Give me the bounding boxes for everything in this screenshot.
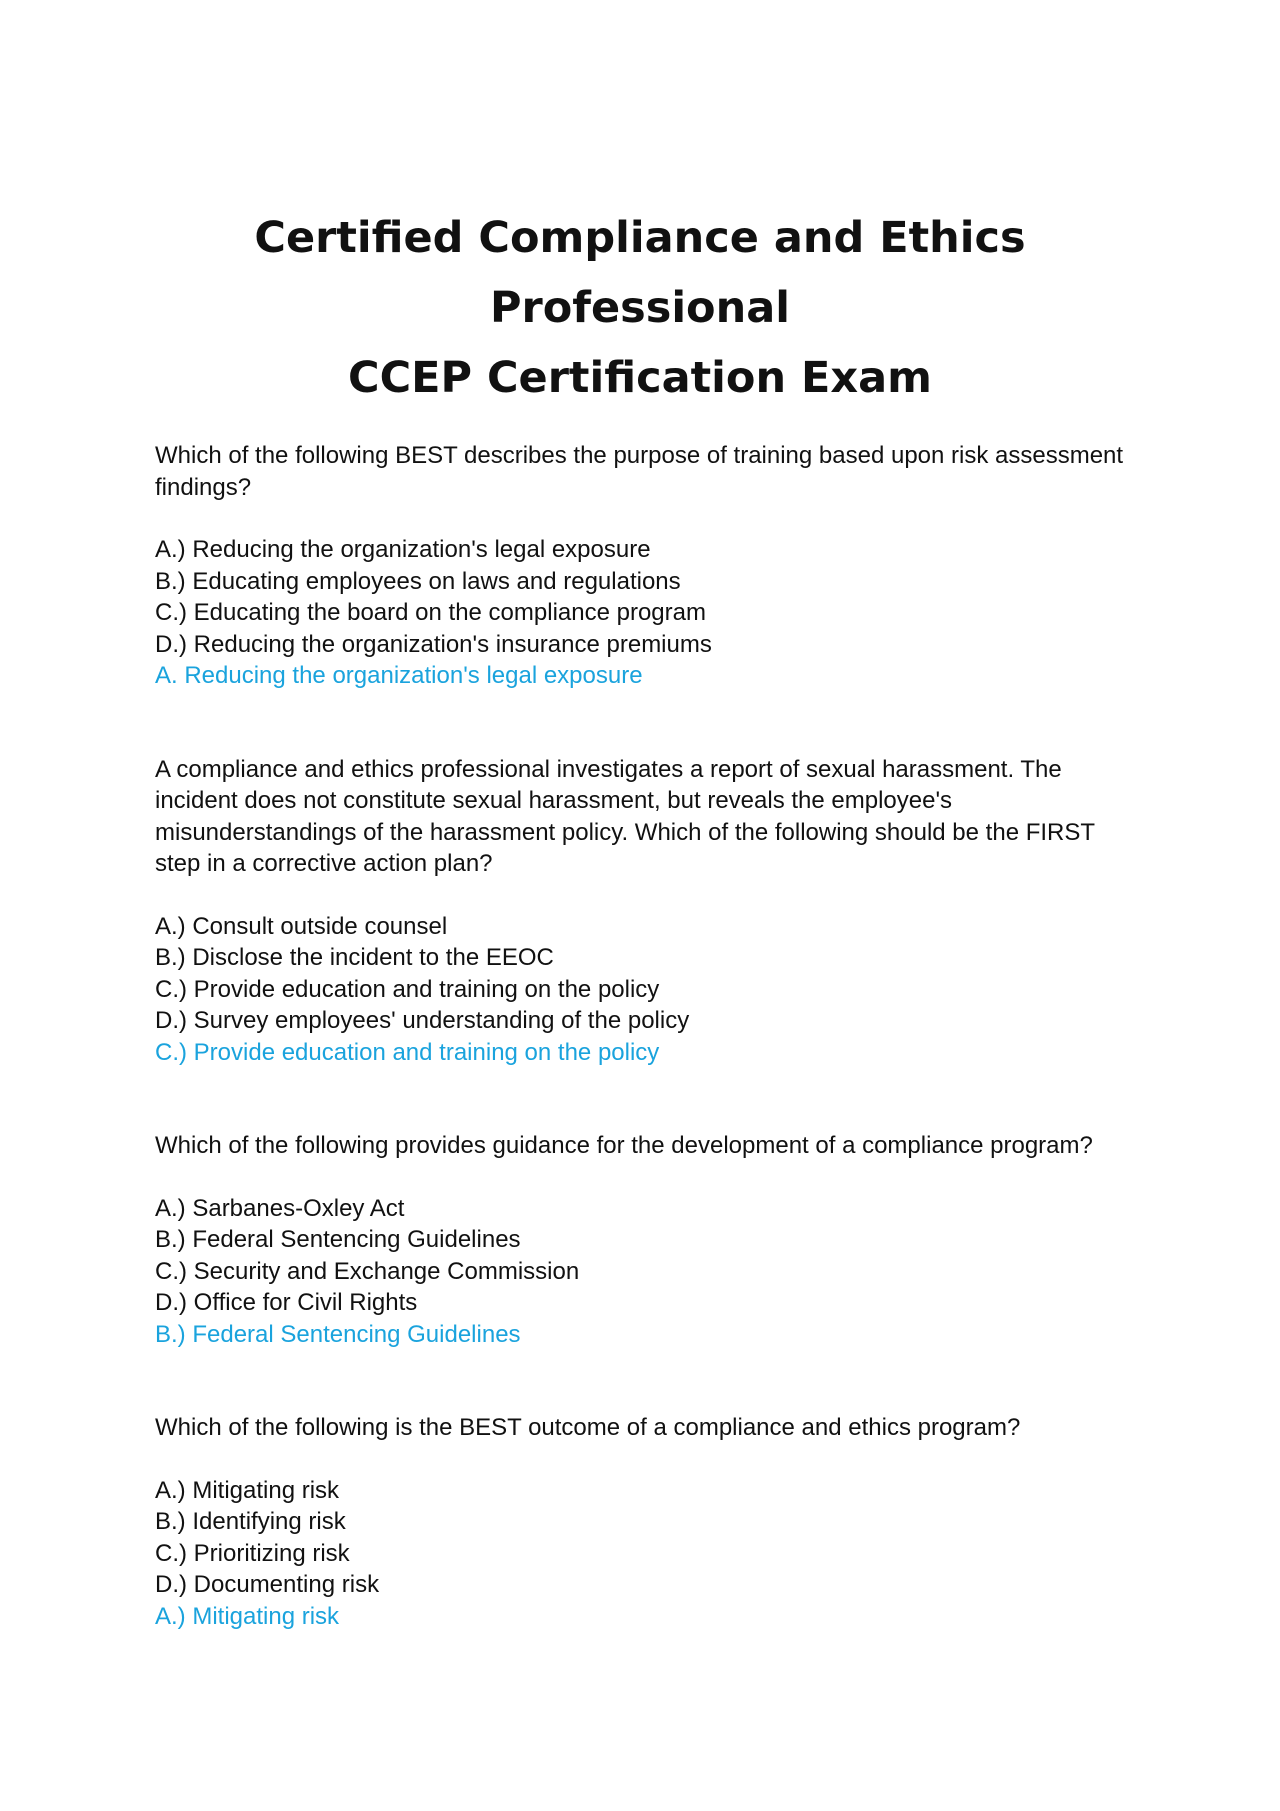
option-d: D.) Documenting risk xyxy=(155,1571,380,1598)
title-line-1: Certified Compliance and Ethics Professional xyxy=(254,213,1026,333)
question-3 xyxy=(155,1130,1135,1350)
correct-answer: A.) Mitigating risk xyxy=(155,1602,340,1630)
option-c: C.) Security and Exchange Commission xyxy=(155,1257,580,1285)
question-list xyxy=(155,440,1135,1694)
option-b: B.) Identifying risk xyxy=(155,1508,346,1535)
option-c: C.) Provide education and training on the policy xyxy=(155,975,660,1003)
option-a: A.) Mitigating risk xyxy=(155,1476,340,1504)
question-2 xyxy=(155,754,1135,1069)
option-b: B.) Federal Sentencing Guidelines xyxy=(155,1226,521,1253)
option-d: D.) Office for Civil Rights xyxy=(155,1289,418,1316)
correct-answer: A. Reducing the organization's legal exposure xyxy=(155,662,643,689)
document-title xyxy=(120,203,1160,413)
option-b: B.) Disclose the incident to the EEOC xyxy=(155,944,554,971)
option-c: C.) Prioritizing risk xyxy=(155,1539,350,1567)
correct-answer: C.) Provide education and training on the policy xyxy=(155,1038,660,1066)
option-d: D.) Reducing the organization's insurance premiums xyxy=(155,630,712,658)
option-a: A.) Consult outside counsel xyxy=(155,912,448,940)
question-text: Which of the following is the BEST outcome of a compliance and ethics program? xyxy=(155,1414,1021,1441)
question-4 xyxy=(155,1412,1135,1632)
option-a: A.) Sarbanes-Oxley Act xyxy=(155,1194,405,1222)
correct-answer: B.) Federal Sentencing Guidelines xyxy=(155,1320,521,1348)
option-d: D.) Survey employees' understanding of the policy xyxy=(155,1007,690,1034)
title-line-2: CCEP Certification Exam xyxy=(348,353,932,403)
question-1 xyxy=(155,440,1135,692)
question-text: Which of the following provides guidance for the development of a compliance program? xyxy=(155,1132,1093,1159)
option-c: C.) Educating the board on the compliance program xyxy=(155,599,706,626)
question-text: Which of the following BEST describes the purpose of training based upon risk assessment findings? xyxy=(155,442,1124,501)
option-a: A.) Reducing the organization's legal exposure xyxy=(155,536,651,563)
question-text: A compliance and ethics professional investigates a report of sexual harassment. The incident does not constitute sexual harassment, but reveals the employee's misunderstandings of the harassment policy. Which of the following should be the FIRST step in a corrective action plan? xyxy=(155,755,1095,877)
option-b: B.) Educating employees on laws and regulations xyxy=(155,567,681,595)
